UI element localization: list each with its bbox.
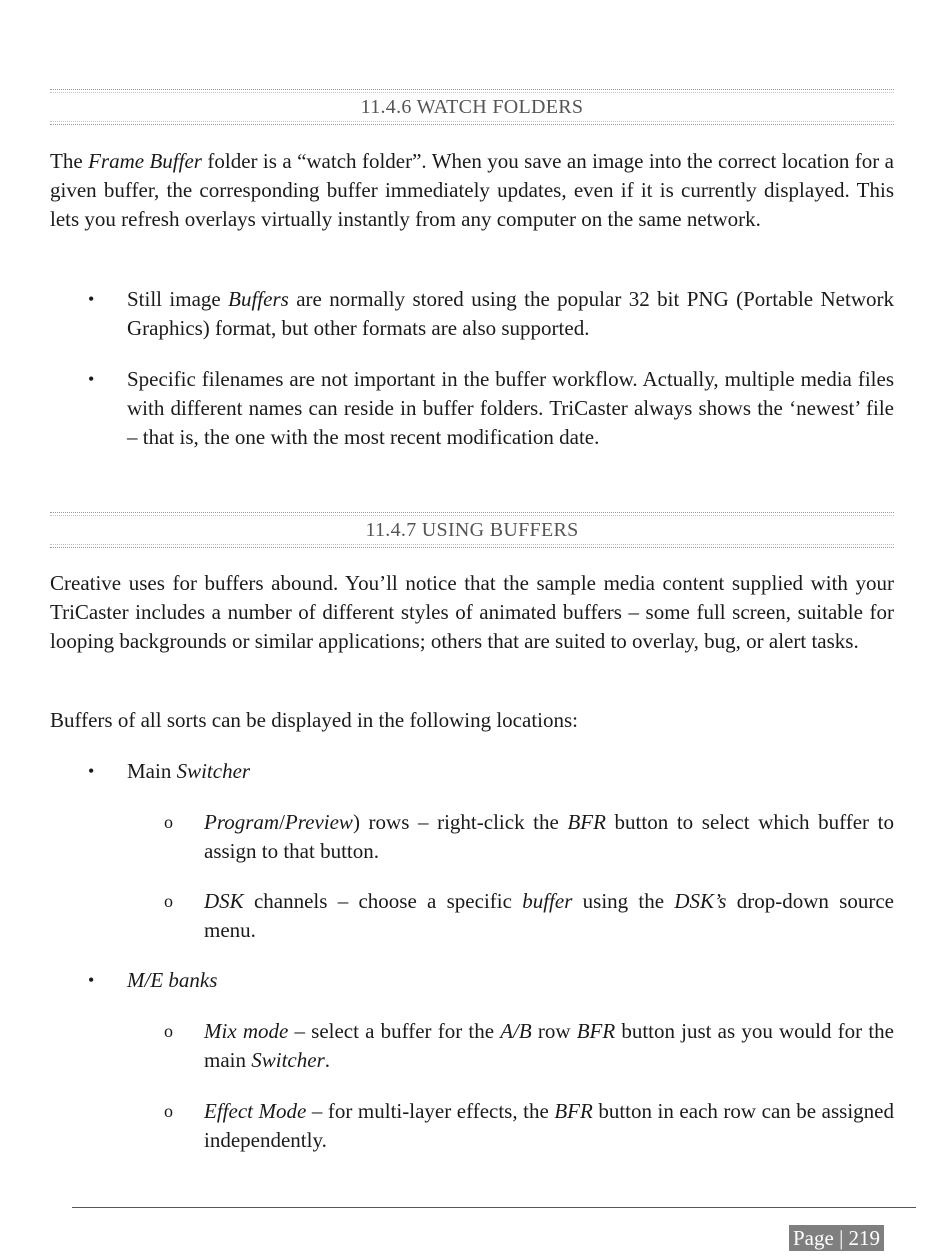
list-item-text bbox=[127, 285, 894, 343]
text-italic: M/E banks bbox=[127, 968, 218, 992]
section-heading-using-buffers: 11.4.7 USING BUFFERS bbox=[50, 512, 894, 548]
sub-bullet-icon: o bbox=[164, 891, 173, 911]
text-italic: Frame Buffer bbox=[88, 149, 202, 173]
text-italic: Program bbox=[204, 810, 280, 834]
sublist-item-text bbox=[204, 808, 894, 866]
text: row bbox=[531, 1019, 577, 1043]
text-italic: Effect Mode bbox=[204, 1099, 307, 1123]
text: / bbox=[279, 810, 285, 834]
bullet-icon: • bbox=[88, 970, 95, 990]
text: using the bbox=[572, 889, 675, 913]
text-italic: Buffers bbox=[228, 287, 289, 311]
text-italic: buffer bbox=[522, 889, 573, 913]
text: are normally stored using the popular 32 bit PNG (Portable Network Graphics) format, but other formats are also supported. bbox=[127, 287, 894, 340]
list-item-text bbox=[127, 966, 894, 995]
text: button to select which buffer to assign to that button. bbox=[204, 810, 894, 863]
page-number: Page | 219 bbox=[789, 1225, 884, 1251]
bullet-icon: • bbox=[88, 761, 95, 781]
text-italic: Switcher bbox=[251, 1048, 325, 1072]
text-italic: Mix mode bbox=[204, 1019, 289, 1043]
text: folder is a “watch folder”. When you save an image into the correct location for a given buffer, the corresponding buffer immediately updates, even if it is currently displayed. This lets you refresh overlays virtually instantly from any computer on the same network. bbox=[50, 149, 894, 231]
text: ) rows – right-click the bbox=[352, 810, 568, 834]
text: – select a buffer for the bbox=[288, 1019, 501, 1043]
text: . bbox=[324, 1048, 330, 1072]
sub-bullet-icon: o bbox=[164, 812, 173, 832]
text: The bbox=[50, 149, 89, 173]
sublist-item-text bbox=[204, 887, 894, 945]
text: drop-down source menu. bbox=[204, 889, 894, 942]
list-item-text bbox=[127, 757, 894, 786]
text-italic: Switcher bbox=[176, 759, 251, 783]
text-italic: Preview bbox=[284, 810, 353, 834]
list-item-text: Specific filenames are not important in the buffer workflow. Actually, multiple media files with different names can reside in buffer folders. TriCaster always shows the ‘newest’ file – that is, the one with the most recent modification date. bbox=[127, 367, 894, 449]
paragraph-creative-uses: Creative uses for buffers abound. You’ll notice that the sample media content supplied with your TriCaster includes a number of different styles of animated buffers – some full screen, suitable for looping backgrounds or similar applications; others that are suited to overlay, bug, or alert tasks. bbox=[50, 571, 894, 653]
bullet-icon: • bbox=[88, 369, 95, 389]
text: Still image bbox=[127, 287, 229, 311]
text-italic: DSK bbox=[204, 889, 244, 913]
text: Main bbox=[127, 759, 177, 783]
sub-bullet-icon: o bbox=[164, 1021, 173, 1041]
text-italic: BFR bbox=[554, 1099, 593, 1123]
text: – for multi-layer effects, the bbox=[306, 1099, 555, 1123]
section-heading-watch-folders: 11.4.6 WATCH FOLDERS bbox=[50, 89, 894, 125]
text: button just as you would for the main bbox=[204, 1019, 894, 1072]
sub-bullet-icon: o bbox=[164, 1101, 173, 1121]
sublist-item-text bbox=[204, 1097, 894, 1155]
text-italic: BFR bbox=[567, 810, 606, 834]
text: channels – choose a specific bbox=[243, 889, 523, 913]
text: button in each row can be assigned independently. bbox=[204, 1099, 894, 1152]
paragraph-watch-folder-intro bbox=[50, 147, 894, 234]
text-italic: BFR bbox=[576, 1019, 616, 1043]
paragraph-locations-intro: Buffers of all sorts can be displayed in the following locations: bbox=[50, 708, 579, 732]
text-italic: A/B bbox=[500, 1019, 532, 1043]
text-italic: DSK’s bbox=[674, 889, 727, 913]
sublist-item-text bbox=[204, 1017, 894, 1075]
footer-divider bbox=[72, 1207, 916, 1208]
bullet-icon: • bbox=[88, 289, 95, 309]
